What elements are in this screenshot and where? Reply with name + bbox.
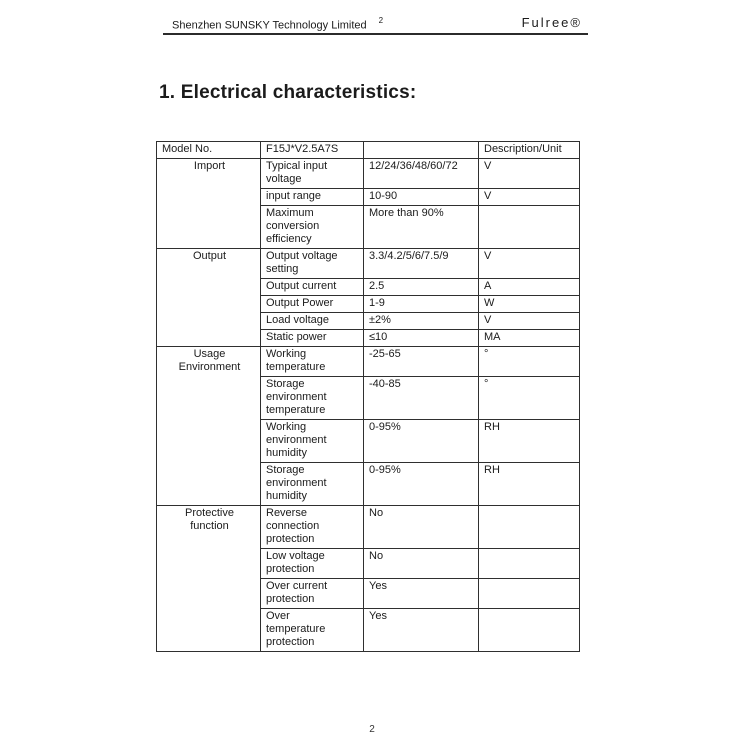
company-name <box>172 17 383 32</box>
unit-cell: RH <box>479 420 580 463</box>
parameter-cell: Working temperature <box>261 347 364 377</box>
value-cell: -40-85 <box>364 377 479 420</box>
value-cell: ±2% <box>364 313 479 330</box>
parameter-cell: Over temperature protection <box>261 609 364 652</box>
model-value-header-cell: F15J*V2.5A7S <box>261 142 364 159</box>
table-row <box>157 159 580 189</box>
value-cell: -25-65 <box>364 347 479 377</box>
unit-cell: MA <box>479 330 580 347</box>
group-label-output: Output <box>192 250 227 262</box>
page-number: 2 <box>369 724 375 735</box>
parameter-cell: Output current <box>261 279 364 296</box>
unit-cell <box>479 609 580 652</box>
unit-cell: ° <box>479 347 580 377</box>
group-cell-protective-function <box>157 506 261 652</box>
parameter-cell: Maximum conversion efficiency <box>261 206 364 249</box>
unit-cell: ° <box>479 377 580 420</box>
value-cell: More than 90% <box>364 206 479 249</box>
value-cell: 1-9 <box>364 296 479 313</box>
electrical-characteristics-table <box>156 141 580 652</box>
value-cell: 0-95% <box>364 420 479 463</box>
parameter-cell: Storage environment temperature <box>261 377 364 420</box>
parameter-cell: Load voltage <box>261 313 364 330</box>
unit-cell: V <box>479 313 580 330</box>
unit-cell <box>479 206 580 249</box>
header-superscript: 2 <box>378 16 384 25</box>
unit-cell <box>479 506 580 549</box>
unit-cell: V <box>479 159 580 189</box>
unit-cell <box>479 549 580 579</box>
group-label-usage-environment: Usage Environment <box>178 348 241 373</box>
table-row <box>157 506 580 549</box>
unit-cell <box>479 579 580 609</box>
value-cell: No <box>364 506 479 549</box>
group-cell-output <box>157 249 261 347</box>
value-cell: ≤10 <box>364 330 479 347</box>
unit-cell: V <box>479 249 580 279</box>
group-label-import: Import <box>193 160 226 172</box>
value-cell: 10-90 <box>364 189 479 206</box>
value-cell: Yes <box>364 579 479 609</box>
value-cell: 2.5 <box>364 279 479 296</box>
parameter-cell: Working environment humidity <box>261 420 364 463</box>
parameter-cell: input range <box>261 189 364 206</box>
parameter-cell: Reverse connection protection <box>261 506 364 549</box>
model-no-header-cell: Model No. <box>157 142 261 159</box>
value-cell: 3.3/4.2/5/6/7.5/9 <box>364 249 479 279</box>
unit-cell: W <box>479 296 580 313</box>
group-label-protective-function: Protective function <box>185 507 234 532</box>
parameter-cell: Over current protection <box>261 579 364 609</box>
parameter-cell: Typical input voltage <box>261 159 364 189</box>
table-row <box>157 249 580 279</box>
table-row <box>157 347 580 377</box>
parameter-cell: Output Power <box>261 296 364 313</box>
parameter-cell: Static power <box>261 330 364 347</box>
value-cell: 0-95% <box>364 463 479 506</box>
group-cell-usage-environment <box>157 347 261 506</box>
group-cell-import <box>157 159 261 249</box>
document-header <box>163 12 588 35</box>
section-title: 1. Electrical characteristics: <box>159 82 417 103</box>
description-unit-header-cell: Description/Unit <box>479 142 580 159</box>
unit-cell: A <box>479 279 580 296</box>
unit-cell: V <box>479 189 580 206</box>
parameter-cell: Storage environment humidity <box>261 463 364 506</box>
unit-cell: RH <box>479 463 580 506</box>
parameter-cell: Low voltage protection <box>261 549 364 579</box>
header-spacer-cell <box>364 142 479 159</box>
value-cell: Yes <box>364 609 479 652</box>
brand-name: Fulree® <box>521 15 582 30</box>
value-cell: 12/24/36/48/60/72 <box>364 159 479 189</box>
value-cell: No <box>364 549 479 579</box>
table-header-row <box>157 142 580 159</box>
company-name-text: Shenzhen SUNSKY Technology Limited <box>172 19 367 32</box>
parameter-cell: Output voltage setting <box>261 249 364 279</box>
